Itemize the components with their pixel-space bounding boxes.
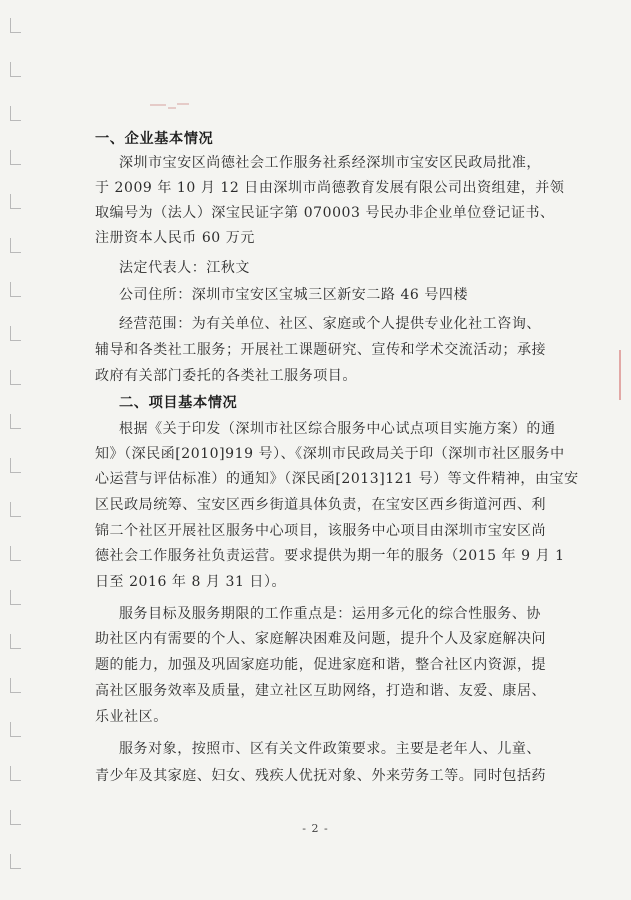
stamp-smudge [150, 100, 190, 116]
text-line: 乐业社区。 [95, 709, 168, 725]
binding-mark [10, 722, 21, 737]
text-line: 知》（深民函[2010]919 号）、《深圳市民政局关于印（深圳市社区服务中 [95, 446, 565, 462]
binding-mark [10, 106, 21, 121]
text-line: 高社区服务效率及质量，建立社区互助网络，打造和谐、友爱、康居、 [95, 683, 547, 699]
text-line: 注册资本人民币 60 万元 [95, 230, 255, 246]
text-line: 青少年及其家庭、妇女、残疾人优抚对象、外来劳务工等。同时包括药 [95, 768, 547, 784]
binding-mark [10, 282, 21, 297]
text-line: 深圳市宝安区尚德社会工作服务社系经深圳市宝安区民政局批准， [119, 155, 541, 171]
binding-mark [10, 326, 21, 341]
text-line: 题的能力，加强及巩固家庭功能，促进家庭和谐，整合社区内资源，提 [95, 657, 547, 673]
section-heading-project: 二、项目基本情况 [119, 395, 238, 411]
page-number: - 2 - [302, 822, 329, 835]
text-line: 区民政局统筹、宝安区西乡街道具体负责，在宝安区西乡街道河西、利 [95, 497, 547, 513]
text-line: 政府有关部门委托的各类社工服务项目。 [95, 368, 357, 384]
text-line: 德社会工作服务社负责运营。要求提供为期一年的服务（2015 年 9 月 1 [95, 548, 565, 564]
section-heading-enterprise: 一、企业基本情况 [95, 131, 214, 147]
binding-mark [10, 678, 21, 693]
text-line: 根据《关于印发（深圳市社区综合服务中心试点项目实施方案）的通 [119, 421, 556, 437]
text-line: 辅导和各类社工服务；开展社工课题研究、宣传和学术交流活动；承接 [95, 342, 547, 358]
binding-mark [10, 854, 21, 869]
text-line: 法定代表人：江秋文 [119, 260, 250, 276]
binding-mark [10, 502, 21, 517]
binding-mark [10, 18, 21, 33]
text-line: 心运营与评估标准）的通知》（深民函[2013]121 号）等文件精神，由宝安 [95, 471, 579, 487]
text-line: 服务对象，按照市、区有关文件政策要求。主要是老年人、儿童、 [119, 741, 541, 757]
text-line: 锦二个社区开展社区服务中心项目，该服务中心项目由深圳市宝安区尚 [95, 523, 547, 539]
binding-mark [10, 194, 21, 209]
text-line: 于 2009 年 10 月 12 日由深圳市尚德教育发展有限公司出资组建，并领 [95, 180, 565, 196]
binding-mark [10, 62, 21, 77]
text-line: 取编号为（法人）深宝民证字第 070003 号民办非企业单位登记证书、 [95, 205, 555, 221]
binding-edge [0, 0, 30, 900]
binding-mark [10, 766, 21, 781]
binding-mark [10, 414, 21, 429]
text-line: 服务目标及服务期限的工作重点是：运用多元化的综合性服务、协 [119, 606, 541, 622]
text-line: 助社区内有需要的个人、家庭解决困难及问题，提升个人及家庭解决问 [95, 631, 547, 647]
binding-mark [10, 590, 21, 605]
text-line: 经营范围：为有关单位、社区、家庭或个人提供专业化社工咨询、 [119, 316, 541, 332]
margin-stamp-mark [601, 350, 627, 430]
text-line: 公司住所：深圳市宝安区宝城三区新安二路 46 号四楼 [119, 287, 469, 303]
text-line: 日至 2016 年 8 月 31 日）。 [95, 574, 287, 590]
binding-mark [10, 150, 21, 165]
binding-mark [10, 634, 21, 649]
binding-mark [10, 370, 21, 385]
binding-mark [10, 238, 21, 253]
binding-mark [10, 458, 21, 473]
binding-mark [10, 546, 21, 561]
